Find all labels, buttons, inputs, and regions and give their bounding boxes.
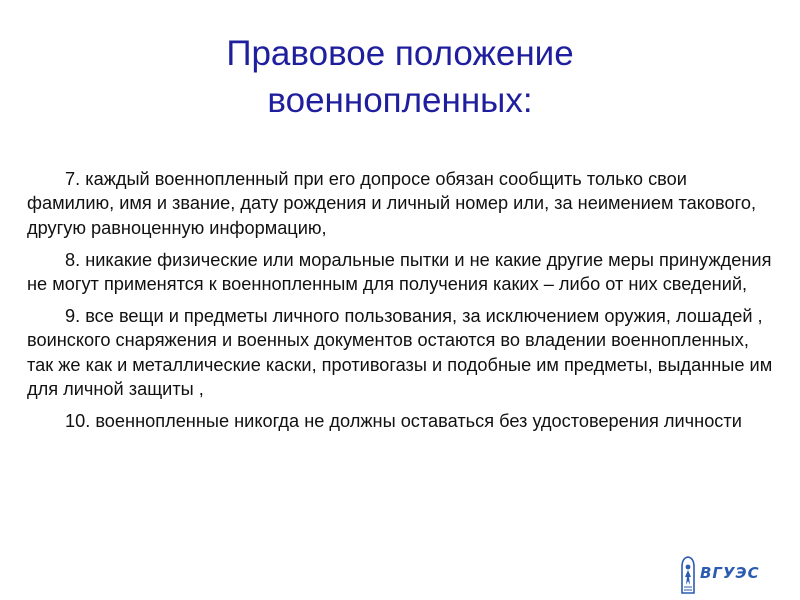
logo-text: ВГУЭС — [700, 564, 760, 582]
paragraph-item-9: 9. все вещи и предметы личного пользования, за исключением оружия, лошадей , воинского снаряжения и военных документов остаются во владении военнопленных, так же как и металлические каски, противогазы и подобные им предметы, выданные им для личной защиты , — [27, 306, 773, 400]
slide-title-line-1: Правовое положение — [226, 34, 574, 73]
emblem-icon — [678, 555, 698, 595]
paragraph-item-7: 7. каждый военнопленный при его допросе обязан сообщить только свои фамилию, имя и звание, дату рождения и личный номер или, за неимением такового, другую равноценную информацию, — [27, 169, 756, 238]
slide-title-line-2: военнопленных: — [267, 81, 533, 120]
paragraph-item-10: 10. военнопленные никогда не должны оставаться без удостоверения личности — [65, 411, 742, 432]
paragraph-item-8: 8. никакие физические или моральные пытки и не какие другие меры принуждения не могут применятся к военнопленным для получения каких – либо от них сведений, — [27, 249, 772, 295]
slide-body — [27, 167, 777, 441]
university-logo — [678, 555, 770, 595]
slide-title — [0, 30, 800, 124]
